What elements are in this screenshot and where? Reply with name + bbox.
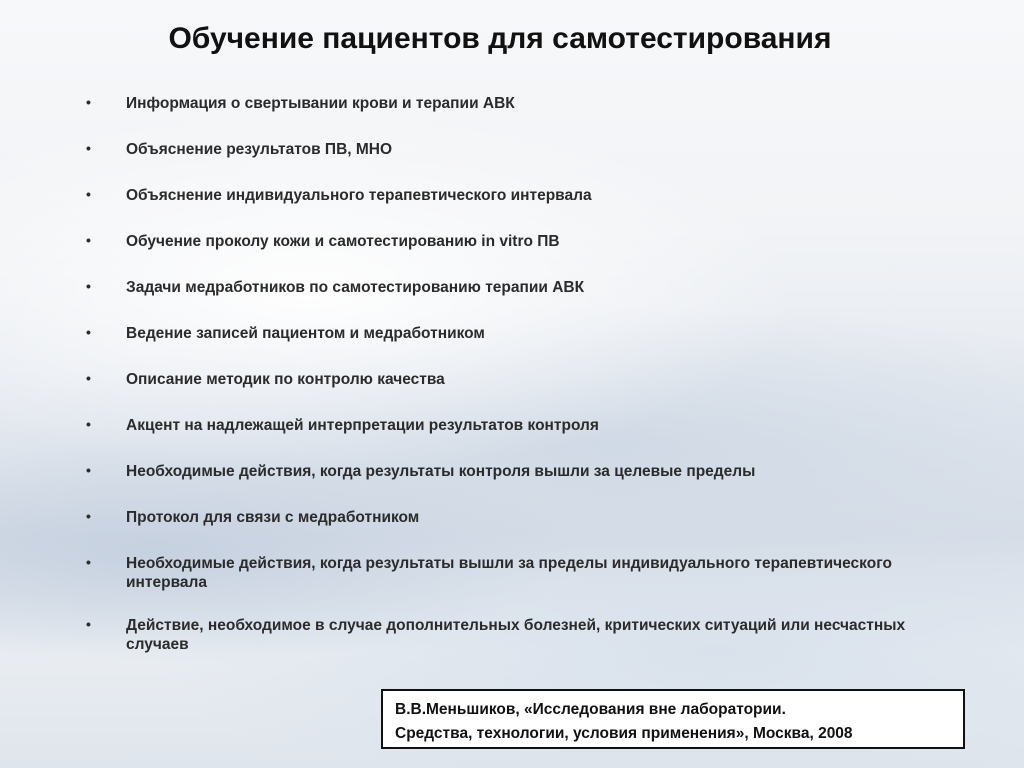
list-item-text: Необходимые действия, когда результаты контроля вышли за целевые пределы [126, 463, 756, 480]
list-item-text: Протокол для связи с медработником [126, 509, 420, 526]
list-item [86, 140, 946, 159]
bullet-icon: • [86, 370, 91, 386]
list-item-text: Описание методик по контролю качества [126, 371, 445, 388]
bullet-icon: • [86, 616, 91, 632]
list-item-text: Информация о свертывании крови и терапии АВК [126, 95, 515, 112]
bullet-icon: • [86, 278, 91, 294]
list-item-text: Объяснение индивидуального терапевтического интервала [126, 187, 592, 204]
citation-box [381, 689, 965, 749]
list-item [86, 324, 946, 343]
bullet-icon: • [86, 554, 91, 570]
list-item [86, 278, 946, 297]
bullet-icon: • [86, 232, 91, 248]
list-item-text: Необходимые действия, когда результаты вышли за пределы индивидуального терапевтического интервала [126, 555, 892, 591]
bullet-icon: • [86, 324, 91, 340]
slide-title: Обучение пациентов для самотестирования [168, 22, 832, 55]
citation-line: Средства, технологии, условия применения», Москва, 2008 [395, 725, 853, 742]
list-item-text: Объяснение результатов ПВ, МНО [126, 141, 393, 158]
bullet-icon: • [86, 462, 91, 478]
list-item-text: Задачи медработников по самотестированию терапии АВК [126, 279, 585, 296]
list-item [86, 94, 946, 113]
bullet-icon: • [86, 416, 91, 432]
list-item-text: Обучение проколу кожи и самотестированию in vitro ПВ [126, 233, 560, 250]
bullet-icon: • [86, 140, 91, 156]
list-item [86, 462, 946, 481]
list-item [86, 554, 946, 592]
list-item-text: Ведение записей пациентом и медработником [126, 325, 485, 342]
list-item [86, 508, 946, 527]
list-item [86, 186, 946, 205]
citation-line: В.В.Меньшиков, «Исследования вне лаборатории. [395, 701, 786, 718]
list-item [86, 370, 946, 389]
list-item-text: Акцент на надлежащей интерпретации результатов контроля [126, 417, 599, 434]
list-item-text: Действие, необходимое в случае дополнительных болезней, критических ситуаций или несчастных случаев [126, 617, 906, 653]
list-item [86, 616, 946, 654]
bullet-list [86, 94, 946, 678]
bullet-icon: • [86, 94, 91, 110]
bullet-icon: • [86, 186, 91, 202]
bullet-icon: • [86, 508, 91, 524]
list-item [86, 232, 946, 251]
list-item [86, 416, 946, 435]
